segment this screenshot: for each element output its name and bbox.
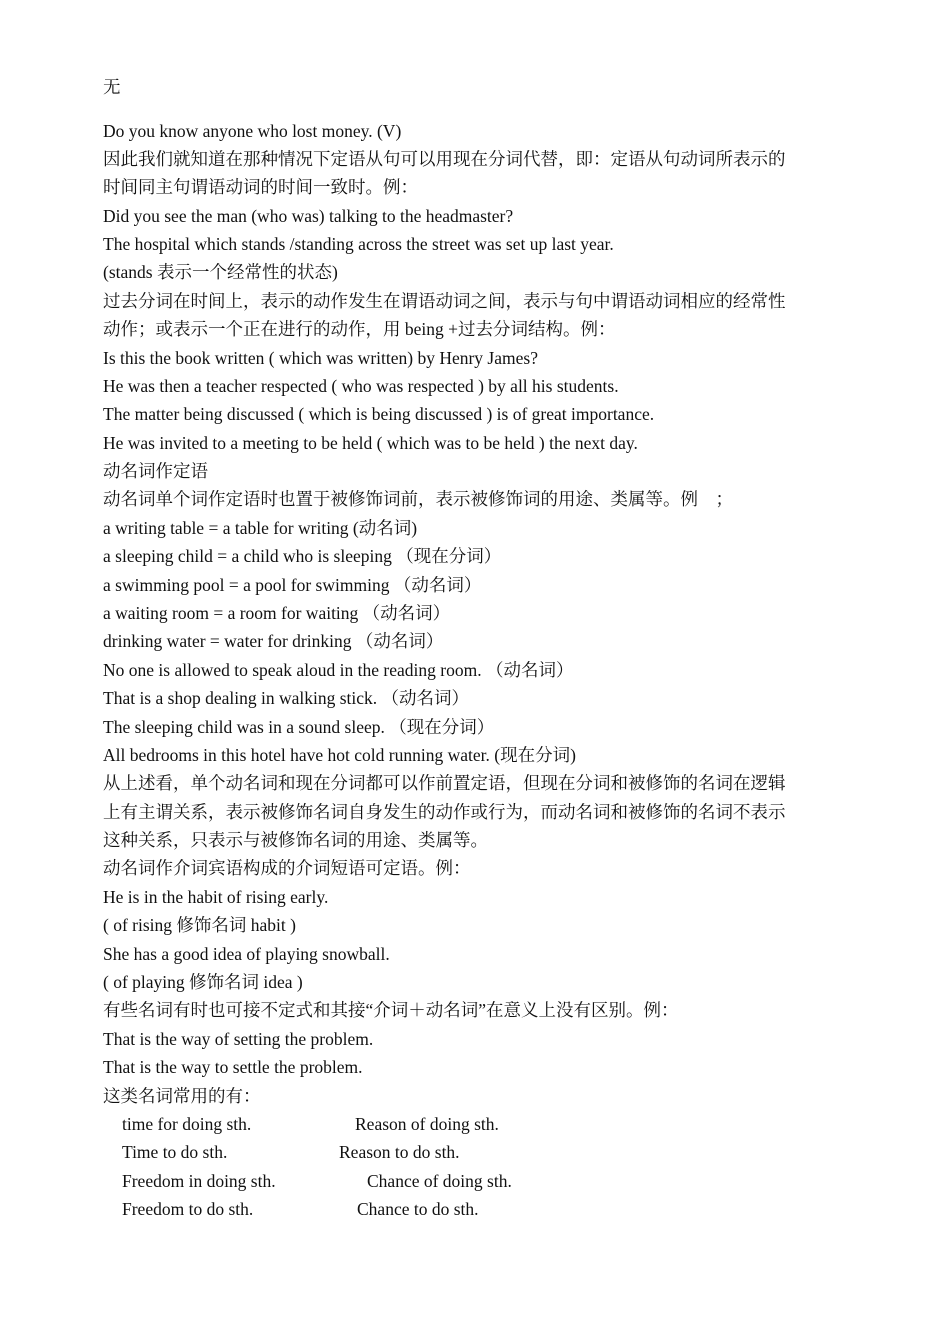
text-line: All bedrooms in this hotel have hot cold running water. (现在分词) xyxy=(103,745,576,765)
text-line: No one is allowed to speak aloud in the reading room. （动名词） xyxy=(103,660,574,680)
table-cell: Freedom in doing sth. xyxy=(122,1171,276,1191)
text-line: ( of rising 修饰名词 habit ) xyxy=(103,915,296,935)
text-line: 从上述看，单个动名词和现在分词都可以作前置定语，但现在分词和被修饰的名词在逻辑 xyxy=(103,773,786,793)
table-cell: Reason of doing sth. xyxy=(355,1114,499,1134)
table-cell: Freedom to do sth. xyxy=(122,1199,254,1219)
text-line: 上有主谓关系，表示被修饰名词自身发生的动作或行为，而动名词和被修饰的名词不表示 xyxy=(103,802,786,822)
text-line: Did you see the man (who was) talking to the headmaster? xyxy=(103,206,514,226)
text-line: drinking water = water for drinking （动名词） xyxy=(103,631,444,651)
text-line: That is a shop dealing in walking stick. （动名词） xyxy=(103,688,469,708)
text-line: He is in the habit of rising early. xyxy=(103,887,329,907)
table-cell: Time to do sth. xyxy=(122,1142,228,1162)
text-line: 过去分词在时间上，表示的动作发生在谓语动词之间，表示与句中谓语动词相应的经常性 xyxy=(103,291,786,311)
text-line: She has a good idea of playing snowball. xyxy=(103,944,390,964)
text-line: Is this the book written ( which was written) by Henry James? xyxy=(103,348,538,368)
text-line: He was then a teacher respected ( who was respected ) by all his students. xyxy=(103,376,619,396)
text-line: That is the way of setting the problem. xyxy=(103,1029,374,1049)
text-line: a sleeping child = a child who is sleeping （现在分词） xyxy=(103,546,502,566)
text-line: He was invited to a meeting to be held ( which was to be held ) the next day. xyxy=(103,433,638,453)
text-line: 这种关系，只表示与被修饰名词的用途、类属等。 xyxy=(103,830,488,850)
text-line: The sleeping child was in a sound sleep. （现在分词） xyxy=(103,717,495,737)
text-line: 动名词作介词宾语构成的介词短语可定语。例： xyxy=(103,858,471,878)
text-line: 动作；或表示一个正在进行的动作，用 being +过去分词结构。例： xyxy=(103,319,616,339)
text-line: (stands 表示一个经常性的状态) xyxy=(103,262,338,282)
text-line: 有些名词有时也可接不定式和其接“介词＋动名词”在意义上没有区别。例： xyxy=(103,1000,679,1020)
text-line: 无 xyxy=(103,77,121,97)
table-cell: Reason to do sth. xyxy=(339,1142,460,1162)
text-line: 因此我们就知道在那种情况下定语从句可以用现在分词代替，即：定语从句动词所表示的 xyxy=(103,149,786,169)
section-heading: 动名词作定语 xyxy=(103,461,208,481)
text-line: The matter being discussed ( which is being discussed ) is of great importance. xyxy=(103,404,655,424)
text-line: 动名词单个词作定语时也置于被修饰词前，表示被修饰词的用途、类属等。例 ； xyxy=(103,489,733,509)
text-line: a writing table = a table for writing (动名词) xyxy=(103,518,418,538)
text-line: The hospital which stands /standing across the street was set up last year. xyxy=(103,234,614,254)
text-line: Do you know anyone who lost money. (V) xyxy=(103,121,402,141)
text-line: ( of playing 修饰名词 idea ) xyxy=(103,972,303,992)
table-cell: Chance of doing sth. xyxy=(367,1171,512,1191)
text-line: a waiting room = a room for waiting （动名词） xyxy=(103,603,451,623)
table-cell: time for doing sth. xyxy=(122,1114,252,1134)
text-line: 这类名词常用的有： xyxy=(103,1086,261,1106)
text-line: 时间同主句谓语动词的时间一致时。例： xyxy=(103,177,418,197)
table-cell: Chance to do sth. xyxy=(357,1199,479,1219)
text-line: That is the way to settle the problem. xyxy=(103,1057,363,1077)
text-line: a swimming pool = a pool for swimming （动名词） xyxy=(103,575,482,595)
